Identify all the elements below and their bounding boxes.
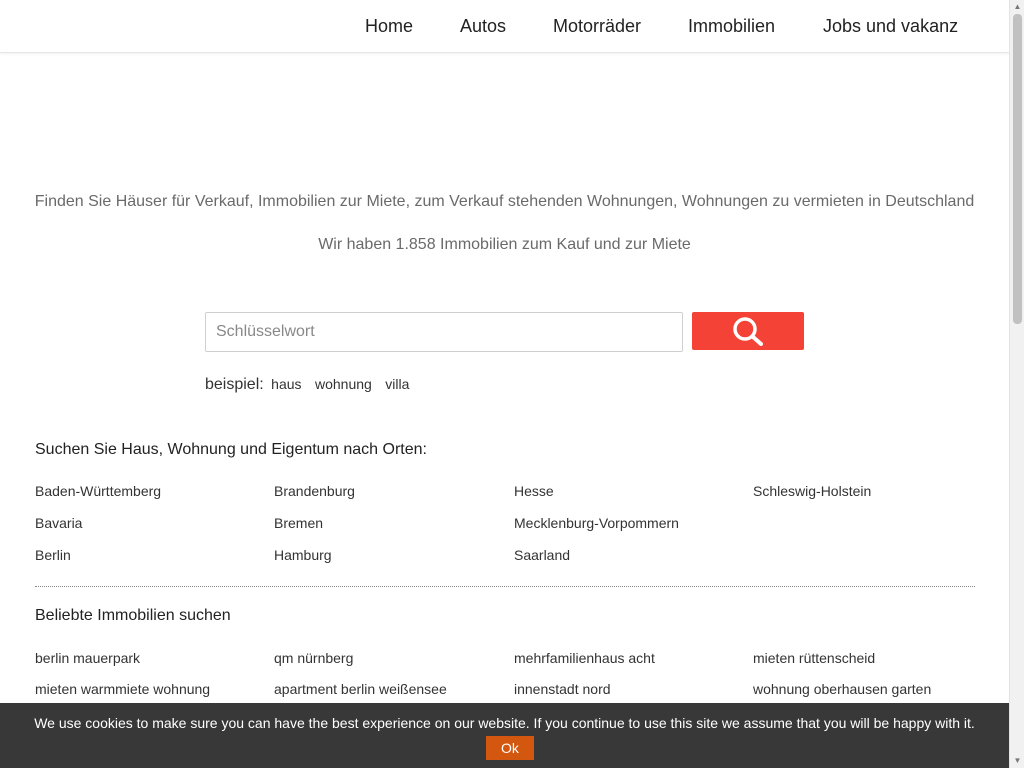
- popular-search-link[interactable]: qm nürnberg: [274, 650, 354, 666]
- search-icon: [732, 316, 764, 346]
- location-link[interactable]: Bavaria: [35, 515, 83, 531]
- nav-motorraeder[interactable]: Motorräder: [553, 16, 642, 36]
- popular-title: Beliebte Immobilien suchen: [35, 607, 231, 624]
- top-navbar: [0, 0, 1009, 53]
- scroll-up-arrow-icon[interactable]: ▲: [1013, 2, 1022, 11]
- location-link[interactable]: Saarland: [514, 547, 571, 563]
- scroll-down-arrow-icon[interactable]: ▼: [1013, 756, 1022, 765]
- page-scrollbar[interactable]: [1009, 0, 1024, 768]
- hero-tagline: Finden Sie Häuser für Verkauf, Immobilien zur Miete, zum Verkauf stehenden Wohnungen, Wohnungen zu vermieten in Deutschland: [34, 193, 975, 210]
- search-examples: [205, 376, 409, 394]
- popular-search-link[interactable]: berlin mauerpark: [35, 650, 141, 666]
- scrollbar-thumb[interactable]: [1013, 14, 1022, 324]
- section-divider: [35, 586, 975, 587]
- location-link[interactable]: Brandenburg: [274, 483, 355, 499]
- popular-search-link[interactable]: mehrfamilienhaus acht: [514, 650, 655, 666]
- location-link[interactable]: Berlin: [35, 547, 71, 563]
- location-link[interactable]: Hesse: [514, 483, 554, 499]
- nav-autos[interactable]: Autos: [460, 16, 507, 36]
- examples-label: beispiel:: [205, 376, 264, 393]
- popular-search-link[interactable]: innenstadt nord: [514, 681, 611, 697]
- example-link-villa[interactable]: villa: [385, 376, 410, 392]
- locations-title: Suchen Sie Haus, Wohnung und Eigentum nach Orten:: [35, 441, 427, 458]
- location-link[interactable]: Mecklenburg-Vorpommern: [514, 515, 679, 531]
- search-input[interactable]: [205, 312, 683, 352]
- listing-count-text: Wir haben 1.858 Immobilien zum Kauf und zur Miete: [318, 236, 691, 253]
- example-link-wohnung[interactable]: wohnung: [314, 376, 372, 392]
- popular-search-link[interactable]: wohnung oberhausen garten: [753, 681, 932, 697]
- cookie-text: We use cookies to make sure you can have the best experience on our website. If you continue to use this site we assume that you will be happy with it.: [34, 715, 975, 731]
- location-link[interactable]: Bremen: [274, 515, 324, 531]
- location-link[interactable]: Baden-Württemberg: [35, 483, 162, 499]
- popular-search-link[interactable]: mieten warmmiete wohnung: [35, 681, 211, 697]
- nav-jobs[interactable]: Jobs und vakanz: [823, 16, 959, 36]
- location-link[interactable]: Schleswig-Holstein: [753, 483, 872, 499]
- popular-search-link[interactable]: apartment berlin weißensee: [274, 681, 447, 697]
- nav-home[interactable]: Home: [365, 16, 414, 36]
- location-link[interactable]: Hamburg: [274, 547, 332, 563]
- cookie-ok-button[interactable]: Ok: [486, 736, 534, 760]
- nav-immobilien[interactable]: Immobilien: [688, 16, 776, 36]
- example-link-haus[interactable]: haus: [271, 376, 302, 392]
- search-button[interactable]: [692, 312, 804, 350]
- popular-search-link[interactable]: mieten rüttenscheid: [753, 650, 876, 666]
